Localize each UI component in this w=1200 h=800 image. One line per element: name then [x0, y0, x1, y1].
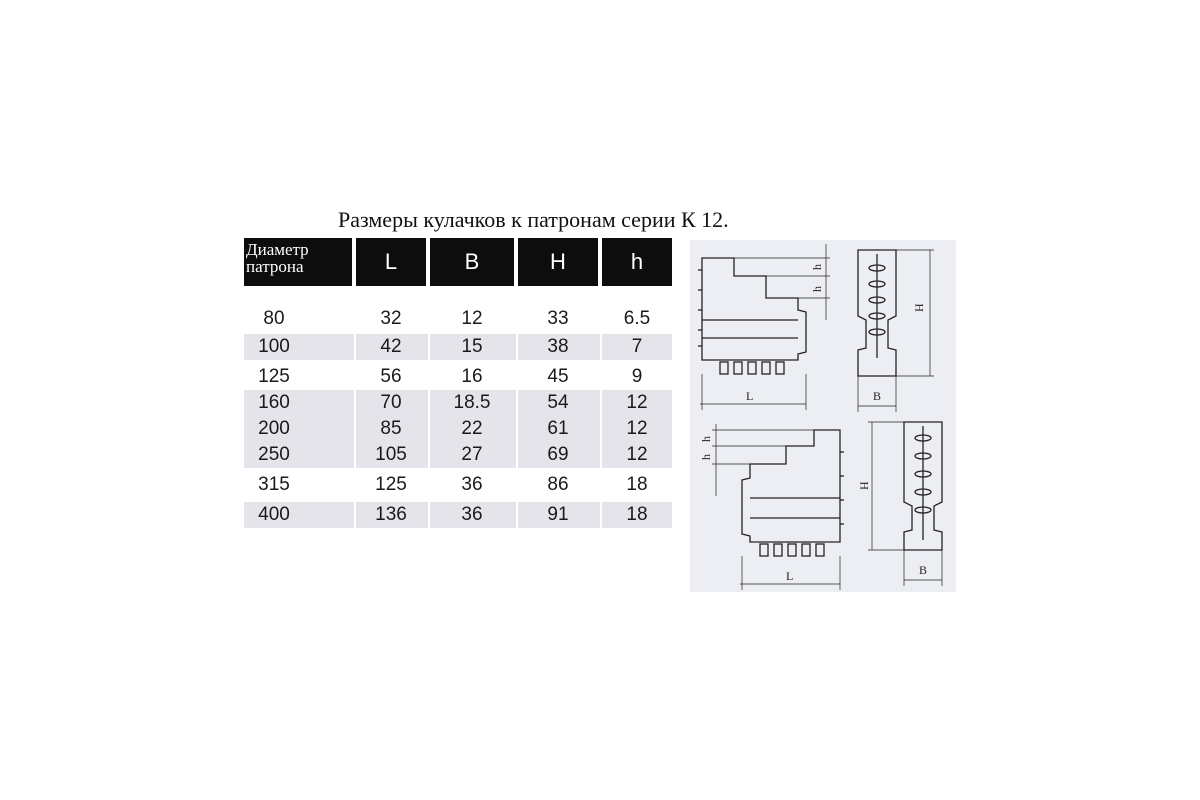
cell-h: 6.5	[623, 308, 651, 329]
cell-B: 18.5	[453, 392, 491, 413]
cell-h: 9	[631, 366, 643, 387]
cell-h: 12	[626, 418, 648, 439]
cell-diameter: 200	[258, 418, 290, 439]
header-diameter-line2: патрона	[246, 257, 304, 276]
jaw1-tooth2	[734, 362, 742, 374]
table-header	[244, 238, 672, 286]
cell-h: 12	[626, 392, 648, 413]
cell-B: 15	[461, 336, 483, 357]
jaw3-tooth2	[774, 544, 782, 556]
cell-diameter: 250	[258, 444, 290, 465]
jaw-drawings	[690, 240, 956, 592]
cell-L: 42	[380, 336, 402, 357]
cell-L: 32	[380, 308, 402, 329]
jaw2-label-H: H	[912, 303, 926, 312]
jaw1-outline	[702, 258, 806, 360]
cell-B: 27	[461, 444, 483, 465]
cell-L: 85	[380, 418, 402, 439]
cell-H: 45	[547, 366, 569, 387]
table-row	[244, 416, 672, 442]
jaw3-label-L: L	[786, 569, 794, 583]
cell-L: 70	[380, 392, 402, 413]
header-diameter-line1: Диаметр	[246, 240, 309, 259]
cell-H: 69	[547, 444, 569, 465]
table-row	[244, 364, 672, 390]
cell-h: 12	[626, 444, 648, 465]
cell-B: 12	[461, 308, 483, 329]
cell-H: 86	[547, 474, 569, 495]
cell-diameter: 315	[258, 474, 290, 495]
header-h: h	[602, 238, 672, 286]
cell-diameter: 400	[258, 504, 290, 525]
jaw4-label-B: B	[919, 563, 928, 577]
header-diameter	[244, 238, 352, 286]
cell-B: 36	[461, 504, 483, 525]
cell-H: 61	[547, 418, 569, 439]
table-row	[244, 442, 672, 468]
jaw3-label-h2: h	[699, 454, 713, 460]
header-H: H	[518, 238, 598, 286]
cell-L: 56	[380, 366, 402, 387]
table-row	[244, 334, 672, 360]
jaw2-label-B: B	[873, 389, 882, 403]
cell-B: 16	[461, 366, 483, 387]
cell-B: 22	[461, 418, 483, 439]
jaw3-outline	[742, 430, 840, 542]
jaw1-tooth5	[776, 362, 784, 374]
header-L: L	[356, 238, 426, 286]
cell-h: 18	[626, 474, 648, 495]
dimensions-table	[244, 238, 672, 525]
jaw3-tooth3	[788, 544, 796, 556]
page-title: Размеры кулачков к патронам серии К 12.	[338, 207, 729, 232]
cell-diameter: 100	[258, 336, 290, 357]
cell-H: 54	[547, 392, 569, 413]
jaw1-tooth4	[762, 362, 770, 374]
cell-h: 7	[631, 336, 643, 357]
table-row	[244, 390, 672, 416]
table-row	[244, 472, 672, 498]
jaw-drawings-svg	[690, 240, 956, 592]
jaw1-label-L: L	[746, 389, 754, 403]
cell-H: 91	[547, 504, 569, 525]
table-row	[244, 502, 672, 528]
jaw1-label-h1: h	[810, 264, 824, 270]
cell-h: 18	[626, 504, 648, 525]
cell-diameter: 80	[263, 308, 285, 329]
jaw1-label-h2: h	[810, 286, 824, 292]
cell-B: 36	[461, 474, 483, 495]
table-row	[244, 306, 672, 332]
cell-diameter: 160	[258, 392, 290, 413]
cell-H: 38	[547, 336, 569, 357]
jaw1-tooth1	[720, 362, 728, 374]
cell-L: 125	[375, 474, 407, 495]
jaw3-tooth4	[802, 544, 810, 556]
jaw1-tooth3	[748, 362, 756, 374]
cell-L: 105	[375, 444, 407, 465]
cell-L: 136	[375, 504, 407, 525]
jaw4-label-H: H	[857, 481, 871, 490]
cell-H: 33	[547, 308, 569, 329]
jaw3-tooth1	[760, 544, 768, 556]
cell-diameter: 125	[258, 366, 290, 387]
jaw3-label-h1: h	[699, 436, 713, 442]
header-B: B	[430, 238, 514, 286]
jaw3-tooth5	[816, 544, 824, 556]
